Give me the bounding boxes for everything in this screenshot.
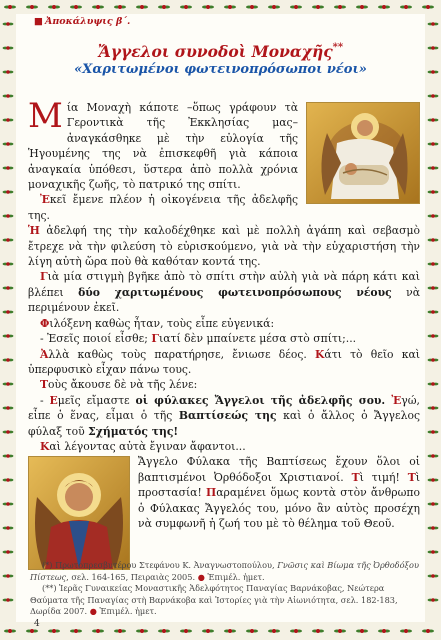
article-subtitle: «Χαριτωμένοι φωτεινοπρόσωποι νέοι» — [74, 62, 367, 77]
paragraph-3: Ἡ ἀδελφή της τὴν καλοδέχθηκε καὶ μὲ πολλὴ ἀγάπη καὶ σεβασμὸ ἔτρεχε νὰ τὴν φιλεύση τὸ εὐρισκούμενο, γιὰ νὰ τὴν εὐχαριστήση τὴν λίγη αὐτὴ ὥρα ποὺ θὰ καθόταν κοντά της. — [28, 224, 420, 269]
article-body — [28, 96, 421, 573]
footnote-2: (**) Ἱερᾶς Γυναικείας Μοναστικῆς Ἀδελφότητος Παναγίας Βαρνάκοβας, Νεώτερα Θαύματα τῆς Παναγίας στὴ Βαρνάκοβα καὶ Ἱστορίες γιὰ τὴν Αἰωνιότητα, σελ. 182-183, Δωρίδα 2007. ● Ἐπιμέλ. ἡμετ. — [30, 583, 398, 616]
paragraph-1: Μία Μοναχὴ κάποτε –ὅπως γράφουν τὰ Γεροντικὰ τῆς Ἐκκλησίας μας– ἀναγκάσθηκε μὲ τὴν εὐλογία τῆς Ἡγουμένης της νὰ ἐπισκεφθῆ γιὰ κάποια ἀναγκαία ὑπόθεσι, ὕστερα ἀπὸ πολλὰ χρόνια μοναχικῆς ζωῆς, τὸ πατρικό της σπίτι. — [28, 96, 298, 192]
guardian-angel-icon-image — [28, 456, 130, 570]
paragraph-4: Γιὰ μία στιγμὴ βγῆκε ἀπὸ τὸ σπίτι στὴν αὐλὴ γιὰ νὰ πάρη κάτι καὶ βλέπει δύο χαριτωμένους φωτεινοπρόσωπους νέους νὰ περιμένουν ἐκεῖ. — [28, 270, 420, 315]
paragraph-5: Φιλόξενη καθὼς ἦταν, τοὺς εἶπε εὐγενικά: — [40, 316, 275, 330]
title-footnote-mark: ** — [332, 42, 344, 53]
drop-cap: Μ — [28, 96, 63, 136]
bullet-icon: ● — [197, 571, 205, 582]
floral-border-right — [425, 14, 441, 622]
article-title: Ἄγγελοι συνοδοὶ Μοναχῆς** — [97, 42, 344, 61]
paragraph-7: Ἀλλὰ καθὼς τοὺς παρατήρησε, ἔνιωσε δέος. Κάτι τὸ θεῖο καὶ ὑπερφυσικὸ εἶχαν πάνω τους. — [28, 347, 421, 376]
floral-border-top — [0, 0, 441, 14]
section-label: ■ Ἀποκάλυψις β΄. — [34, 16, 131, 27]
footnote-1: (*) Πρωτοπρεσβυτέρου Στεφάνου Κ. Ἀναγνωστοπούλου, Γνῶσις καὶ Βίωμα τῆς Ὀρθοδόξου Πίστεως, σελ. 164-165, Πειραιὰς 2005. ● Ἐπιμέλ. ἡμετ. — [30, 560, 419, 582]
angel-icon-image — [306, 102, 420, 204]
paragraph-10: Καὶ λέγοντας αὐτὰ ἔγιναν ἄφαντοι... — [40, 439, 246, 453]
footnotes — [30, 560, 420, 618]
square-bullet-icon: ■ — [34, 16, 43, 27]
paragraph-2: Ἐκεῖ ἔμενε πλέον ἡ οἰκογένεια τῆς ἀδελφῆς της. — [28, 193, 298, 222]
paragraph-9: - Εμεῖς εἴμαστε οἱ φύλακες Ἄγγελοι τῆς ἀδελφῆς σου. Ἐγώ, εἶπε ὁ ἕνας, εἶμαι ὁ τῆς Βαπτίσεώς της καὶ ὁ ἄλλος ὁ Ἄγγελος φύλαξ τοῦ Σχήματός της! — [28, 393, 420, 438]
floral-border-bottom — [0, 622, 441, 640]
floral-border-left — [0, 14, 16, 622]
paragraph-11: Ἄγγελο Φύλακα τῆς Βαπτίσεως ἔχουν ὅλοι οἱ βαπτισμένοι Ὀρθόδοξοι Χριστιανοί. Τὶ τιμή! Τὶ προστασία! Παραμένει ὅμως κοντὰ στὸν ἄνθρωπο ὁ Φύλακας Ἄγγελός του, μόνο ἂν αὐτὸς προσέχη νὰ συμφωνῆ ἡ ζωή του μὲ τὸ θέλημα τοῦ Θεοῦ. — [138, 455, 421, 530]
article-page — [16, 14, 425, 629]
bullet-icon: ● — [89, 606, 97, 616]
paragraph-8: Τοὺς ἄκουσε δὲ νὰ τῆς λένε: — [40, 378, 198, 392]
page-number: 4 — [34, 619, 40, 629]
paragraph-6: - Ἐσεῖς ποιοί εἶσθε; Γιατί δὲν μπαίνετε μέσα στὸ σπίτι;... — [40, 332, 357, 346]
